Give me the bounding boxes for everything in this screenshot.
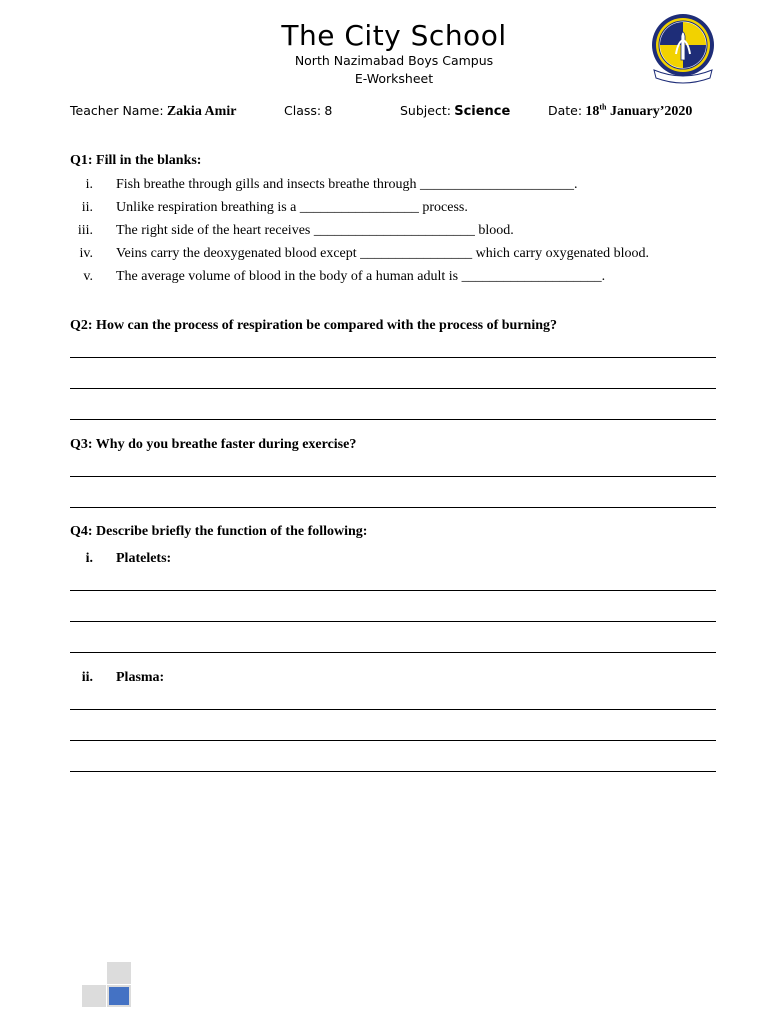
answer-line [70,357,716,358]
q1-title: Q1: Fill in the blanks: [70,153,202,168]
q4-title: Q4: Describe briefly the function of the following: [70,524,368,539]
answer-line [70,590,716,591]
q1-item-number: v. [83,269,93,284]
subject-value: Science [454,104,511,119]
subject-label: Subject: [400,103,451,118]
teacher-info [70,102,236,121]
q1-item-number: ii. [81,200,93,215]
q2-title: Q2: How can the process of respiration be compared with the process of burning? [70,318,558,333]
date-value [585,104,692,119]
answer-line [70,388,716,389]
answer-line [70,740,716,741]
answer-line [70,652,716,653]
q1-item-number: iii. [77,223,93,238]
date-day: 18 [585,104,600,119]
q1-item-text: Fish breathe through gills and insects breathe through ______________________. [116,177,578,192]
q1-item-number: iv. [79,246,93,261]
q4-part-number: i. [85,551,93,566]
q1-item-text: Veins carry the deoxygenated blood except ________________ which carry oxygenated blood. [116,246,650,261]
answer-line [70,621,716,622]
school-logo [648,12,718,88]
q4-part-label: Platelets: [116,551,172,566]
decorative-square-accent [109,987,129,1005]
date-month-year: January’2020 [606,104,693,119]
decorative-square [82,985,106,1007]
date-info [548,102,692,121]
date-label: Date: [548,103,583,118]
q3-title: Q3: Why do you breathe faster during exercise? [70,437,357,452]
answer-line [70,709,716,710]
answer-line [70,476,716,477]
document-type: E-Worksheet [354,71,434,86]
q1-item-text: Unlike respiration breathing is a _________________ process. [116,200,468,215]
answer-line [70,419,716,420]
campus-name: North Nazimabad Boys Campus [294,53,494,68]
class-info [284,102,332,120]
answer-line [70,771,716,772]
teacher-label: Teacher Name: [70,103,164,118]
q4-part-number: ii. [81,670,93,685]
date-suffix: th [599,102,607,112]
answer-line [70,507,716,508]
decorative-square [107,962,131,984]
q1-item-text: The average volume of blood in the body of a human adult is ____________________. [116,269,606,284]
q1-item-number: i. [85,177,93,192]
class-value: 8 [324,103,333,118]
class-label: Class: [284,103,322,118]
q4-part-label: Plasma: [116,670,165,685]
q1-item-text: The right side of the heart receives _______________________ blood. [116,223,514,238]
teacher-name: Zakia Amir [166,104,237,119]
subject-info [400,102,510,121]
school-title: The City School [281,19,507,52]
